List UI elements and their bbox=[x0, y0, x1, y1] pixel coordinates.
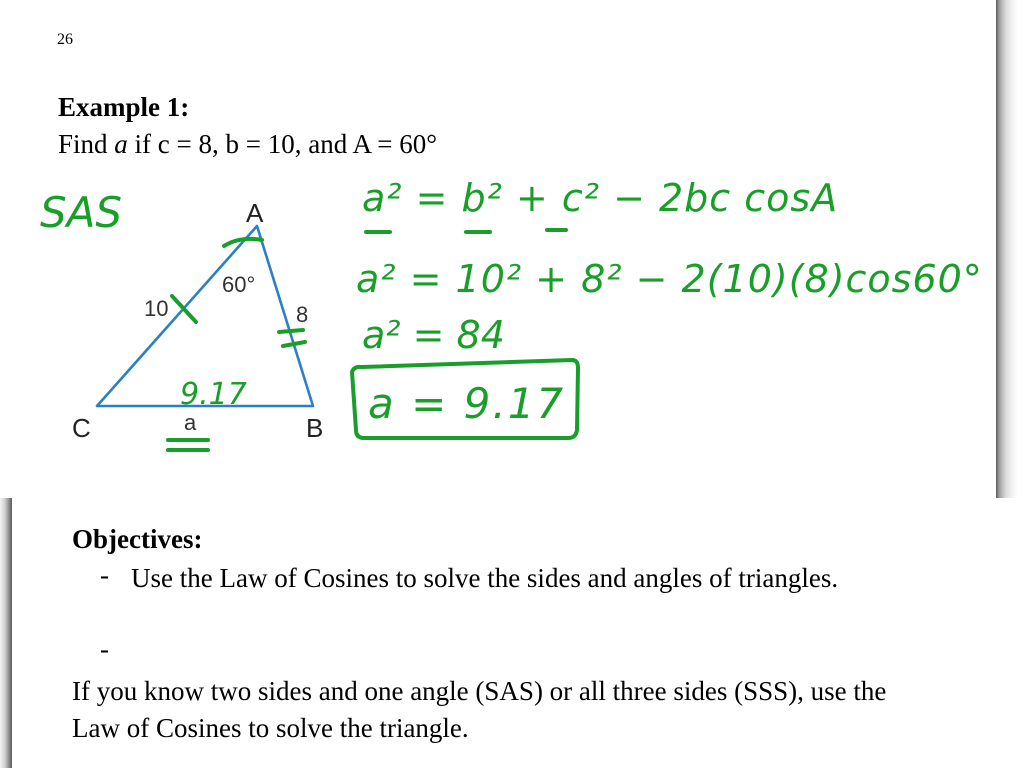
side-length-annotation: 9.17 bbox=[180, 377, 247, 412]
substitution-line: a² = 10² + 8² − 2(10)(8)cos60° bbox=[356, 257, 983, 301]
problem-variable: a bbox=[114, 129, 128, 159]
page-edge-right bbox=[996, 0, 1024, 498]
vertex-label-c: C bbox=[72, 413, 91, 443]
page-number: 26 bbox=[57, 31, 73, 48]
summary-paragraph: If you know two sides and one angle (SAS) or all three sides (SSS), use the Law of Cosines to solve the triangle. bbox=[72, 676, 887, 743]
side-label-ab: 8 bbox=[296, 302, 309, 327]
side-label-cb: a bbox=[184, 410, 197, 435]
triangle-outline bbox=[97, 226, 313, 406]
bullet-marker-1: - bbox=[100, 560, 109, 590]
example-heading: Example 1: bbox=[58, 92, 190, 122]
bullet-marker-2: - bbox=[100, 634, 109, 664]
vertex-label-a: A bbox=[246, 198, 264, 228]
problem-givens: if c = 8, b = 10, and A = 60° bbox=[127, 129, 437, 159]
result-step: a² = 84 bbox=[362, 313, 505, 357]
angle-label-a: 60° bbox=[222, 272, 256, 297]
law-of-cosines-formula: a² = b² + c² − 2bc cosA bbox=[362, 176, 839, 220]
vertex-label-b: B bbox=[306, 413, 324, 443]
problem-lead: Find bbox=[58, 129, 108, 159]
case-label-sas: SAS bbox=[40, 188, 123, 237]
triangle-figure bbox=[60, 170, 360, 462]
page-edge-left bbox=[0, 498, 12, 768]
objectives-heading: Objectives: bbox=[72, 524, 203, 554]
objective-item-1: Use the Law of Cosines to solve the sides and angles of triangles. bbox=[131, 563, 839, 593]
boxed-answer: a = 9.17 bbox=[368, 379, 566, 428]
side-label-ac: 10 bbox=[144, 296, 169, 321]
example-problem bbox=[58, 129, 437, 160]
